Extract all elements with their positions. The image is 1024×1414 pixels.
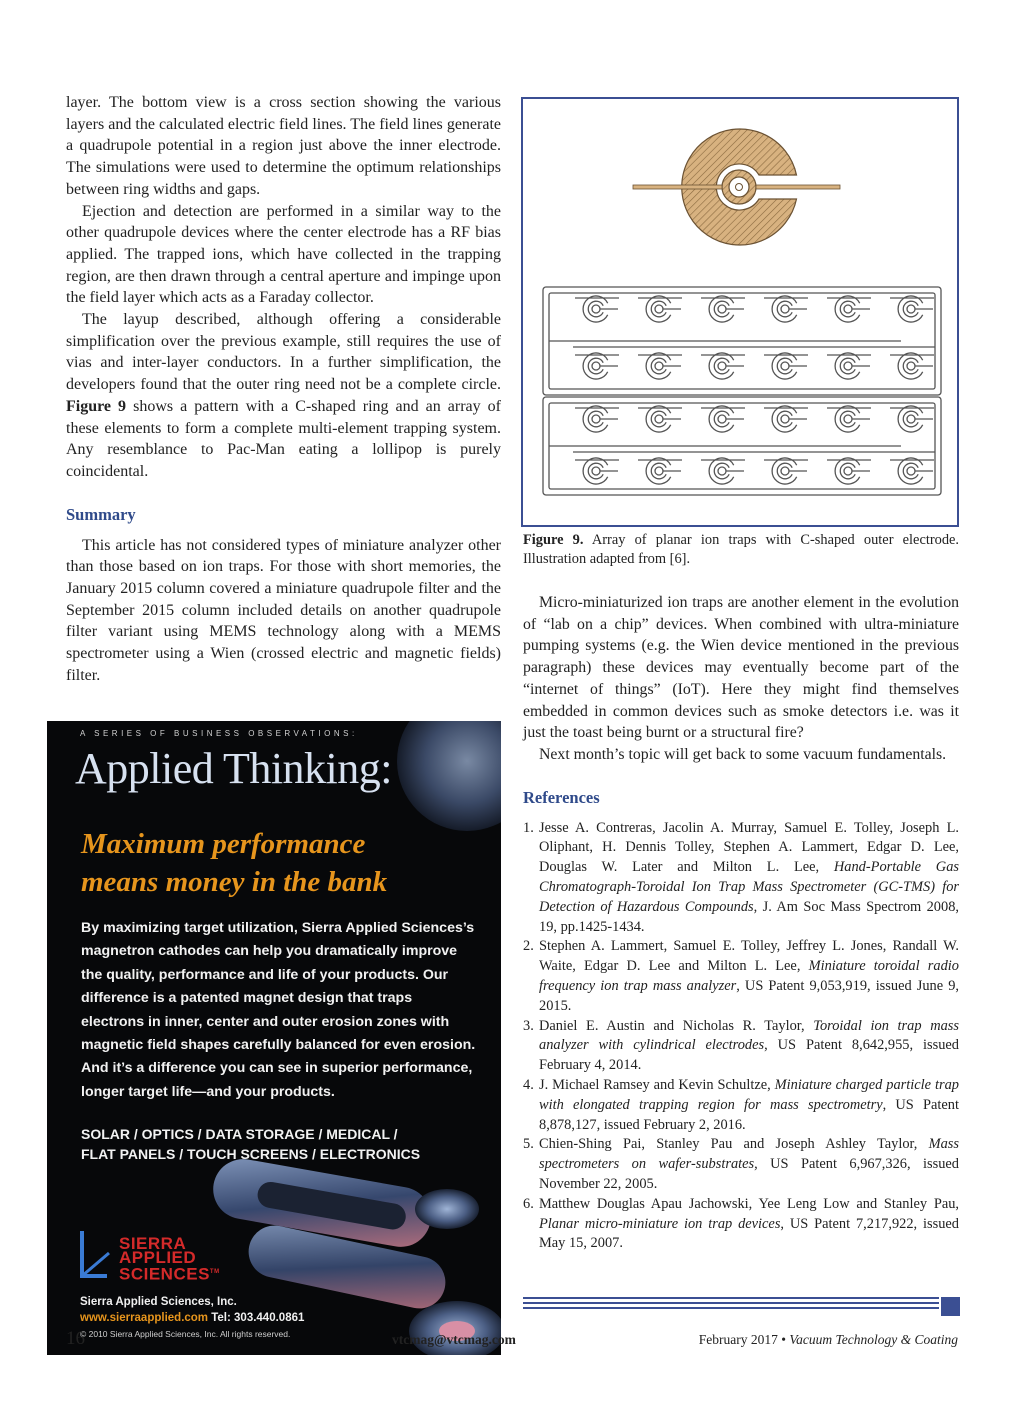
body-paragraph: Micro-miniaturized ion traps are another element in the evolution of “lab on a chip” devices. When combined with ultra-miniature pumping systems (e.g. the Wien device mentioned in the previous paragraph) these devices may eventually become part of the “internet of things” (IoT). Here they might find themselves embedded in common devices such as smoke detectors i.e. was it just the toast being burnt or a structural fire? (523, 594, 959, 742)
section-heading-references: References (523, 787, 600, 807)
figure-label: Figure 9. (523, 532, 584, 548)
ad-markets-line: FLAT PANELS / TOUCH SCREENS / ELECTRONICS (81, 1146, 421, 1162)
reference-details: , US Patent 9,053,919, issued June 9, 2015. (539, 978, 959, 1014)
caption-text: Array of planar ion traps with C-shaped outer electrode. Illustration adapted from [6]. (523, 532, 959, 567)
reference-authors: Chien-Shing Pai, Stanley Pau and Joseph Ashley Taylor, (539, 1136, 929, 1153)
advertisement[interactable] (47, 721, 501, 1355)
logo-text (119, 1265, 220, 1282)
ad-website-link[interactable]: www.sierraapplied.com (80, 1312, 209, 1324)
footer-journal-name: Vacuum Technology & Coating (789, 1332, 958, 1347)
reference-title: Planar micro-miniature ion trap devices (539, 1215, 781, 1232)
footer-issue (699, 1332, 958, 1348)
reference-list (523, 819, 959, 1255)
reference-number: 4. (523, 1076, 534, 1093)
footer-bullet: • (781, 1332, 786, 1347)
ion-trap-illustration (523, 99, 957, 525)
end-mark (941, 1297, 960, 1316)
trademark: TM (209, 1269, 220, 1275)
left-column (66, 92, 501, 687)
reference-title: Mass spectrometers on wafer-substrates (539, 1136, 959, 1173)
summary-paragraph: This article has not considered types of miniature analyzer other than those based on ion traps. For those with short memories, the January 2015 column covered a miniature quadrupole filter and the September 2015 column included details on another quadrupole filter variant using MEMS technology along with a MEMS spectrometer using a Wien (crossed electric and magnetic fields) filter. (66, 536, 501, 684)
ad-tagline (81, 825, 387, 901)
ad-body: By maximizing target utilization, Sierra Applied Sciences’s magnetron cathodes can help you dramatically improve the quality, performance and life of your products. Our difference is a patented magnet design that traps electrons in inner, center and outer erosion zones with magnetic field shapes carefully balanced for even erosion. And it’s a difference you can see in superior performance, longer target life—and your products. (81, 920, 476, 1100)
reference-number: 6. (523, 1195, 534, 1212)
page-number: 16 (66, 1328, 85, 1349)
reference-details: , US Patent 8,642,955, issued February 4, 2014. (539, 1037, 959, 1074)
body-paragraph: Ejection and detection are performed in a similar way to the other quadrupole devices where the center electrode has a RF bias applied. The trapped ions, which have collected in the trapping region, are then drawn through a central aperture and impinge upon the field layer which acts as a Faraday collector. (66, 202, 501, 307)
figure-reference[interactable]: Figure 9 (66, 397, 127, 415)
reference-number: 5. (523, 1136, 534, 1153)
reference-details: , US Patent 6,967,326, issued November 22, 2005. (539, 1156, 959, 1192)
reference-details: , J. Am Soc Mass Spectrom 2008, 19, pp.1425-1434. (539, 898, 959, 935)
c-shaped-electrode (633, 129, 840, 245)
body-paragraph: layer. The bottom view is a cross section showing the various layers and the calculated electric field lines. The field lines generate a quadrupole potential in a region just above the inner electrode. The simulations were used to determine the optimum relationships between ring widths and gaps. (66, 94, 501, 198)
paragraph-text: The layup described, although offering a considerable simplification over the previous example, still requires the use of vias and inter-layer conductors. In a further simplification, the developers found that the outer ring need not be a complete circle. (66, 311, 501, 394)
reference-item (523, 1135, 959, 1194)
trap-array (543, 287, 941, 495)
footer-issue-date: February 2017 (698, 1332, 778, 1347)
reference-authors: Matthew Douglas Apau Jachowski, Yee Leng Low and Stanley Pau, (539, 1195, 959, 1212)
reference-number: 2. (523, 938, 534, 955)
reference-authors: Jesse A. Contreras, Jacolin A. Murray, Samuel E. Tolley, Joseph L. Oliphant, H. Dennis Tolley, Stephen A. Lammert, Edgar D. Lee, Douglas W. Later and Milton L. Lee, (539, 819, 959, 876)
ad-company-name: Sierra Applied Sciences, Inc. (80, 1296, 237, 1308)
section-heading-summary: Summary (66, 504, 136, 524)
ad-copyright: © 2010 Sierra Applied Sciences, Inc. All rights reserved. (80, 1329, 291, 1339)
ad-title: Applied Thinking: (75, 744, 393, 793)
paragraph-text: shows a pattern with a C-shaped ring and an array of these elements to form a complete multi-element trapping system. Any resemblance to Pac-Man eating a lollipop is purely coincidental. (66, 397, 502, 480)
ad-contact-line (80, 1310, 304, 1326)
reference-item (523, 1017, 959, 1076)
ad-series-line: A SERIES OF BUSINESS OBSERVATIONS: (80, 729, 358, 738)
reference-item (523, 1076, 959, 1135)
reference-item (523, 937, 959, 1016)
ad-phone: Tel: 303.440.0861 (208, 1312, 305, 1324)
right-column (523, 592, 959, 1254)
reference-authors: J. Michael Ramsey and Kevin Schultze, (539, 1076, 775, 1093)
reference-details: , US Patent 7,217,922, issued May 15, 2007. (539, 1215, 959, 1252)
logo-text: SCIENCES (119, 1264, 210, 1284)
body-paragraph: Next month’s topic will get back to some vacuum fundamentals. (539, 745, 947, 763)
reference-number: 1. (523, 819, 534, 836)
reference-authors: Daniel E. Austin and Nicholas R. Taylor, (539, 1017, 814, 1034)
logo-text: APPLIED (119, 1248, 197, 1267)
ad-contact (80, 1294, 304, 1342)
reference-details: , US Patent 8,878,127, issued February 2, 2016. (539, 1096, 959, 1133)
reference-title: Miniature charged particle trap with elongated trapping region for mass spectrometry (539, 1076, 959, 1113)
reference-item (523, 819, 959, 938)
ad-markets (81, 1124, 481, 1164)
reference-item (523, 1195, 959, 1254)
reference-authors: Stephen A. Lammert, Samuel E. Tolley, Jeffrey L. Jones, Randall W. Waite, Edgar D. Lee and Milton L. Lee, (539, 938, 959, 975)
figure-9 (521, 97, 959, 527)
ad-tagline-line: Maximum performance (81, 828, 366, 860)
company-logo (119, 1234, 220, 1284)
footer-email-link[interactable]: vtcmag@vtcmag.com (392, 1332, 516, 1347)
reference-title: Toroidal ion trap mass analyzer with cylindrical electrodes (539, 1017, 960, 1054)
reference-title: Miniature toroidal radio frequency ion trap mass analyzer (539, 958, 959, 994)
ad-tagline-line: means money in the bank (81, 866, 388, 898)
body-paragraph (66, 309, 501, 483)
ad-markets-line: SOLAR / OPTICS / DATA STORAGE / MEDICAL / (81, 1126, 398, 1142)
logo-text: SIERRA (119, 1234, 187, 1253)
reference-number: 3. (523, 1017, 534, 1034)
reference-title: Hand-Portable Gas Chromatograph-Toroidal Ion Trap Mass Spectrometer (GC-TMS) for Detection of Hazardous Compounds (539, 859, 959, 915)
figure-caption (523, 531, 959, 569)
